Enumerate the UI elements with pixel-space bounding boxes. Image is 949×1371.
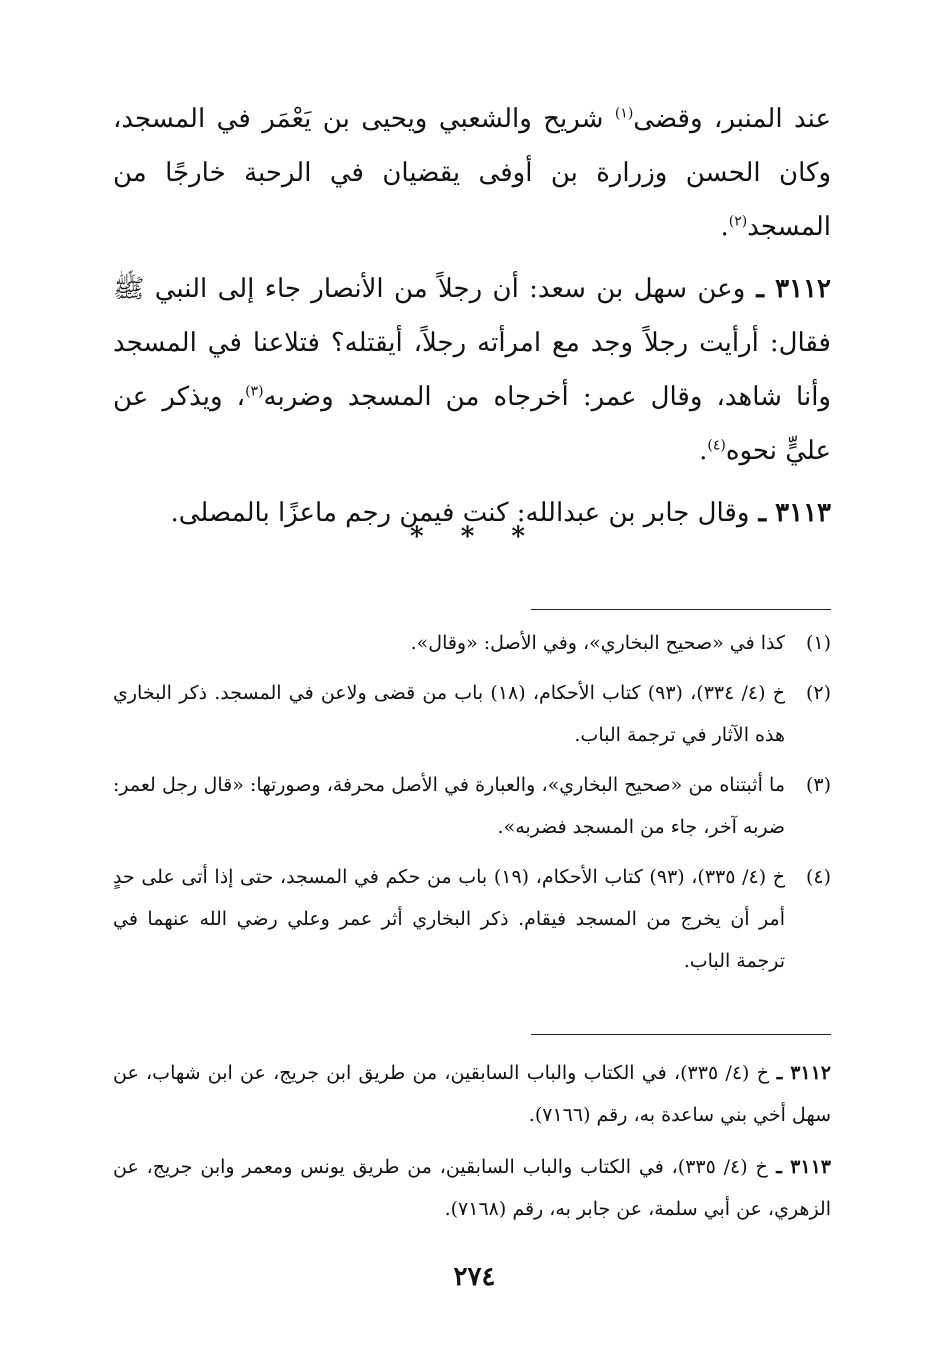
- footnote-marker: (٤): [707, 437, 726, 454]
- footnotes: [113, 622, 831, 982]
- hadith-number: ٣١١٣ ـ: [749, 498, 831, 528]
- takhrij-divider: [531, 1034, 831, 1035]
- footnote-number: (٤): [805, 866, 831, 888]
- footnote: [113, 622, 831, 664]
- footnote-text: خ (٤/ ٣٣٥)، (٩٣) كتاب الأحكام، (١٩) باب من حكم في المسجد، حتى إذا أتى على حدٍ أمر أن يخرج من المسجد فيقام. ذكر البخاري أثر عمر وعلي رضي الله عنهما في ترجمة الباب.: [113, 866, 785, 972]
- takhrij-notes: [113, 1052, 831, 1230]
- hadith-text: وقال جابر بن عبدالله: كنت فيمن رجم ماعزًا بالمصلى.: [170, 498, 750, 528]
- footnote-divider: [531, 609, 831, 610]
- footnote: [113, 856, 831, 982]
- footnote: [113, 672, 831, 756]
- footnote-marker: (١): [614, 105, 634, 122]
- footnote-marker: (٢): [728, 213, 748, 230]
- main-text: [113, 92, 831, 540]
- footnote-number: (٣): [805, 774, 831, 796]
- footnote-text: خ (٤/ ٣٣٤)، (٩٣) كتاب الأحكام، (١٨) باب من قضى ولاعن في المسجد. ذكر البخاري هذه الآثار في ترجمة الباب.: [113, 682, 786, 746]
- takhrij-entry: [113, 1052, 831, 1136]
- footnote-text: كذا في «صحيح البخاري»، وفي الأصل: «وقال».: [410, 632, 785, 654]
- takhrij-number: ٣١١٢ ـ: [768, 1062, 832, 1084]
- hadith-text: ، ويذكر عن عليٍّ نحوه: [113, 382, 831, 466]
- hadith-number: ٣١١٢ ـ: [745, 274, 831, 304]
- footnote-marker: (٣): [245, 383, 264, 400]
- hadith-text: .: [699, 436, 708, 466]
- hadith-text: وعن سهل بن سعد: أن رجلاً من الأنصار جاء إلى النبي ﷺ فقال: أرأيت رجلاً وجد مع امرأته رجلاً، أيقتله؟ فتلاعنا في المسجد وأنا شاهد، وقال عمر: أخرجاه من المسجد وضربه: [113, 274, 831, 412]
- footnote-text: ما أثبتناه من «صحيح البخاري»، والعبارة في الأصل محرفة، وصورتها: «قال رجل لعمر: ضربه آخر، جاء من المسجد فضربه».: [113, 774, 785, 838]
- page-number: ٢٧٤: [453, 1262, 496, 1292]
- footnote-number: (١): [805, 632, 831, 654]
- paragraph-text: .: [720, 212, 729, 242]
- paragraph-text: شريح والشعبي ويحيى بن يَعْمَر في المسجد، وكان الحسن وزرارة بن أوفى يقضيان في الرحبة خارجًا من المسجد: [113, 104, 831, 242]
- footnote-number: (٢): [805, 682, 831, 704]
- paragraph-narration: [113, 92, 831, 254]
- paragraph-text: عند المنبر، وقضى: [633, 104, 832, 134]
- takhrij-entry: [113, 1146, 831, 1230]
- hadith-3112: [113, 262, 831, 478]
- takhrij-number: ٣١١٣ ـ: [767, 1156, 831, 1178]
- takhrij-text: خ (٤/ ٣٣٥)، في الكتاب والباب السابقين، من طريق ابن جريج، عن ابن شهاب، عن سهل أخي بني ساعدة به، رقم (٧١٦٦).: [113, 1062, 831, 1126]
- section-separator: * * *: [410, 522, 539, 552]
- footnote: [113, 764, 831, 848]
- takhrij-text: خ (٤/ ٣٣٥)، في الكتاب والباب السابقين، من طريق يونس ومعمر وابن جريج، عن الزهري، عن أبي سلمة، عن جابر به، رقم (٧١٦٨).: [113, 1156, 831, 1220]
